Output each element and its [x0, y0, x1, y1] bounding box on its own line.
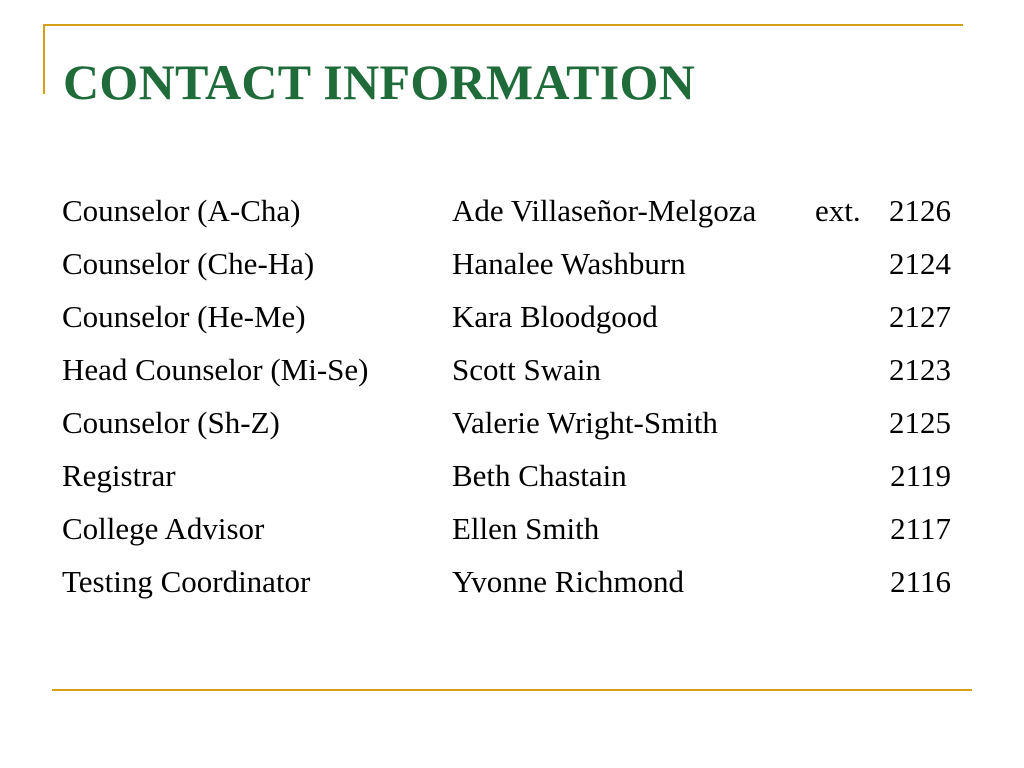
contact-name: Ellen Smith [452, 511, 600, 546]
contact-row [62, 343, 951, 396]
contact-extension: 2116 [890, 564, 951, 599]
contact-extension: 2125 [889, 405, 951, 440]
extension-label-empty [815, 396, 881, 449]
extension-label-empty [815, 290, 881, 343]
contact-role: Counselor (He-Me) [62, 299, 306, 334]
extension-label-empty [815, 343, 881, 396]
contact-name: Scott Swain [452, 352, 601, 387]
contact-role: Counselor (Che-Ha) [62, 246, 315, 281]
extension-label: ext. [815, 193, 861, 228]
contact-role: Counselor (A-Cha) [62, 193, 301, 228]
contact-name: Yvonne Richmond [452, 564, 684, 599]
top-accent-rule [43, 24, 963, 26]
contact-role: Testing Coordinator [62, 564, 311, 599]
slide-title: CONTACT INFORMATION [63, 54, 696, 110]
extension-label-empty [815, 449, 881, 502]
contact-name: Kara Bloodgood [452, 299, 658, 334]
left-accent-rule [43, 24, 45, 94]
extension-label-empty [815, 555, 881, 608]
contact-row [62, 555, 951, 608]
contact-extension: 2127 [889, 299, 951, 334]
contact-extension: 2126 [889, 193, 951, 228]
contact-role: Registrar [62, 458, 176, 493]
contact-name: Beth Chastain [452, 458, 627, 493]
contact-row [62, 184, 951, 237]
contact-extension: 2119 [890, 458, 951, 493]
contact-extension: 2124 [889, 246, 951, 281]
contact-row [62, 502, 951, 555]
extension-label-empty [815, 502, 881, 555]
contact-row [62, 237, 951, 290]
contact-extension: 2117 [890, 511, 951, 546]
contact-role: Head Counselor (Mi-Se) [62, 352, 369, 387]
bottom-accent-rule [52, 689, 972, 691]
contact-name: Ade Villaseñor-Melgoza [452, 193, 757, 228]
contact-row [62, 449, 951, 502]
contact-extension: 2123 [889, 352, 951, 387]
contact-name: Hanalee Washburn [452, 246, 686, 281]
contact-role: Counselor (Sh-Z) [62, 405, 280, 440]
contact-role: College Advisor [62, 511, 265, 546]
contact-table [62, 184, 951, 608]
contact-row [62, 396, 951, 449]
contact-name: Valerie Wright-Smith [452, 405, 718, 440]
extension-label-empty [815, 237, 881, 290]
contact-row [62, 290, 951, 343]
